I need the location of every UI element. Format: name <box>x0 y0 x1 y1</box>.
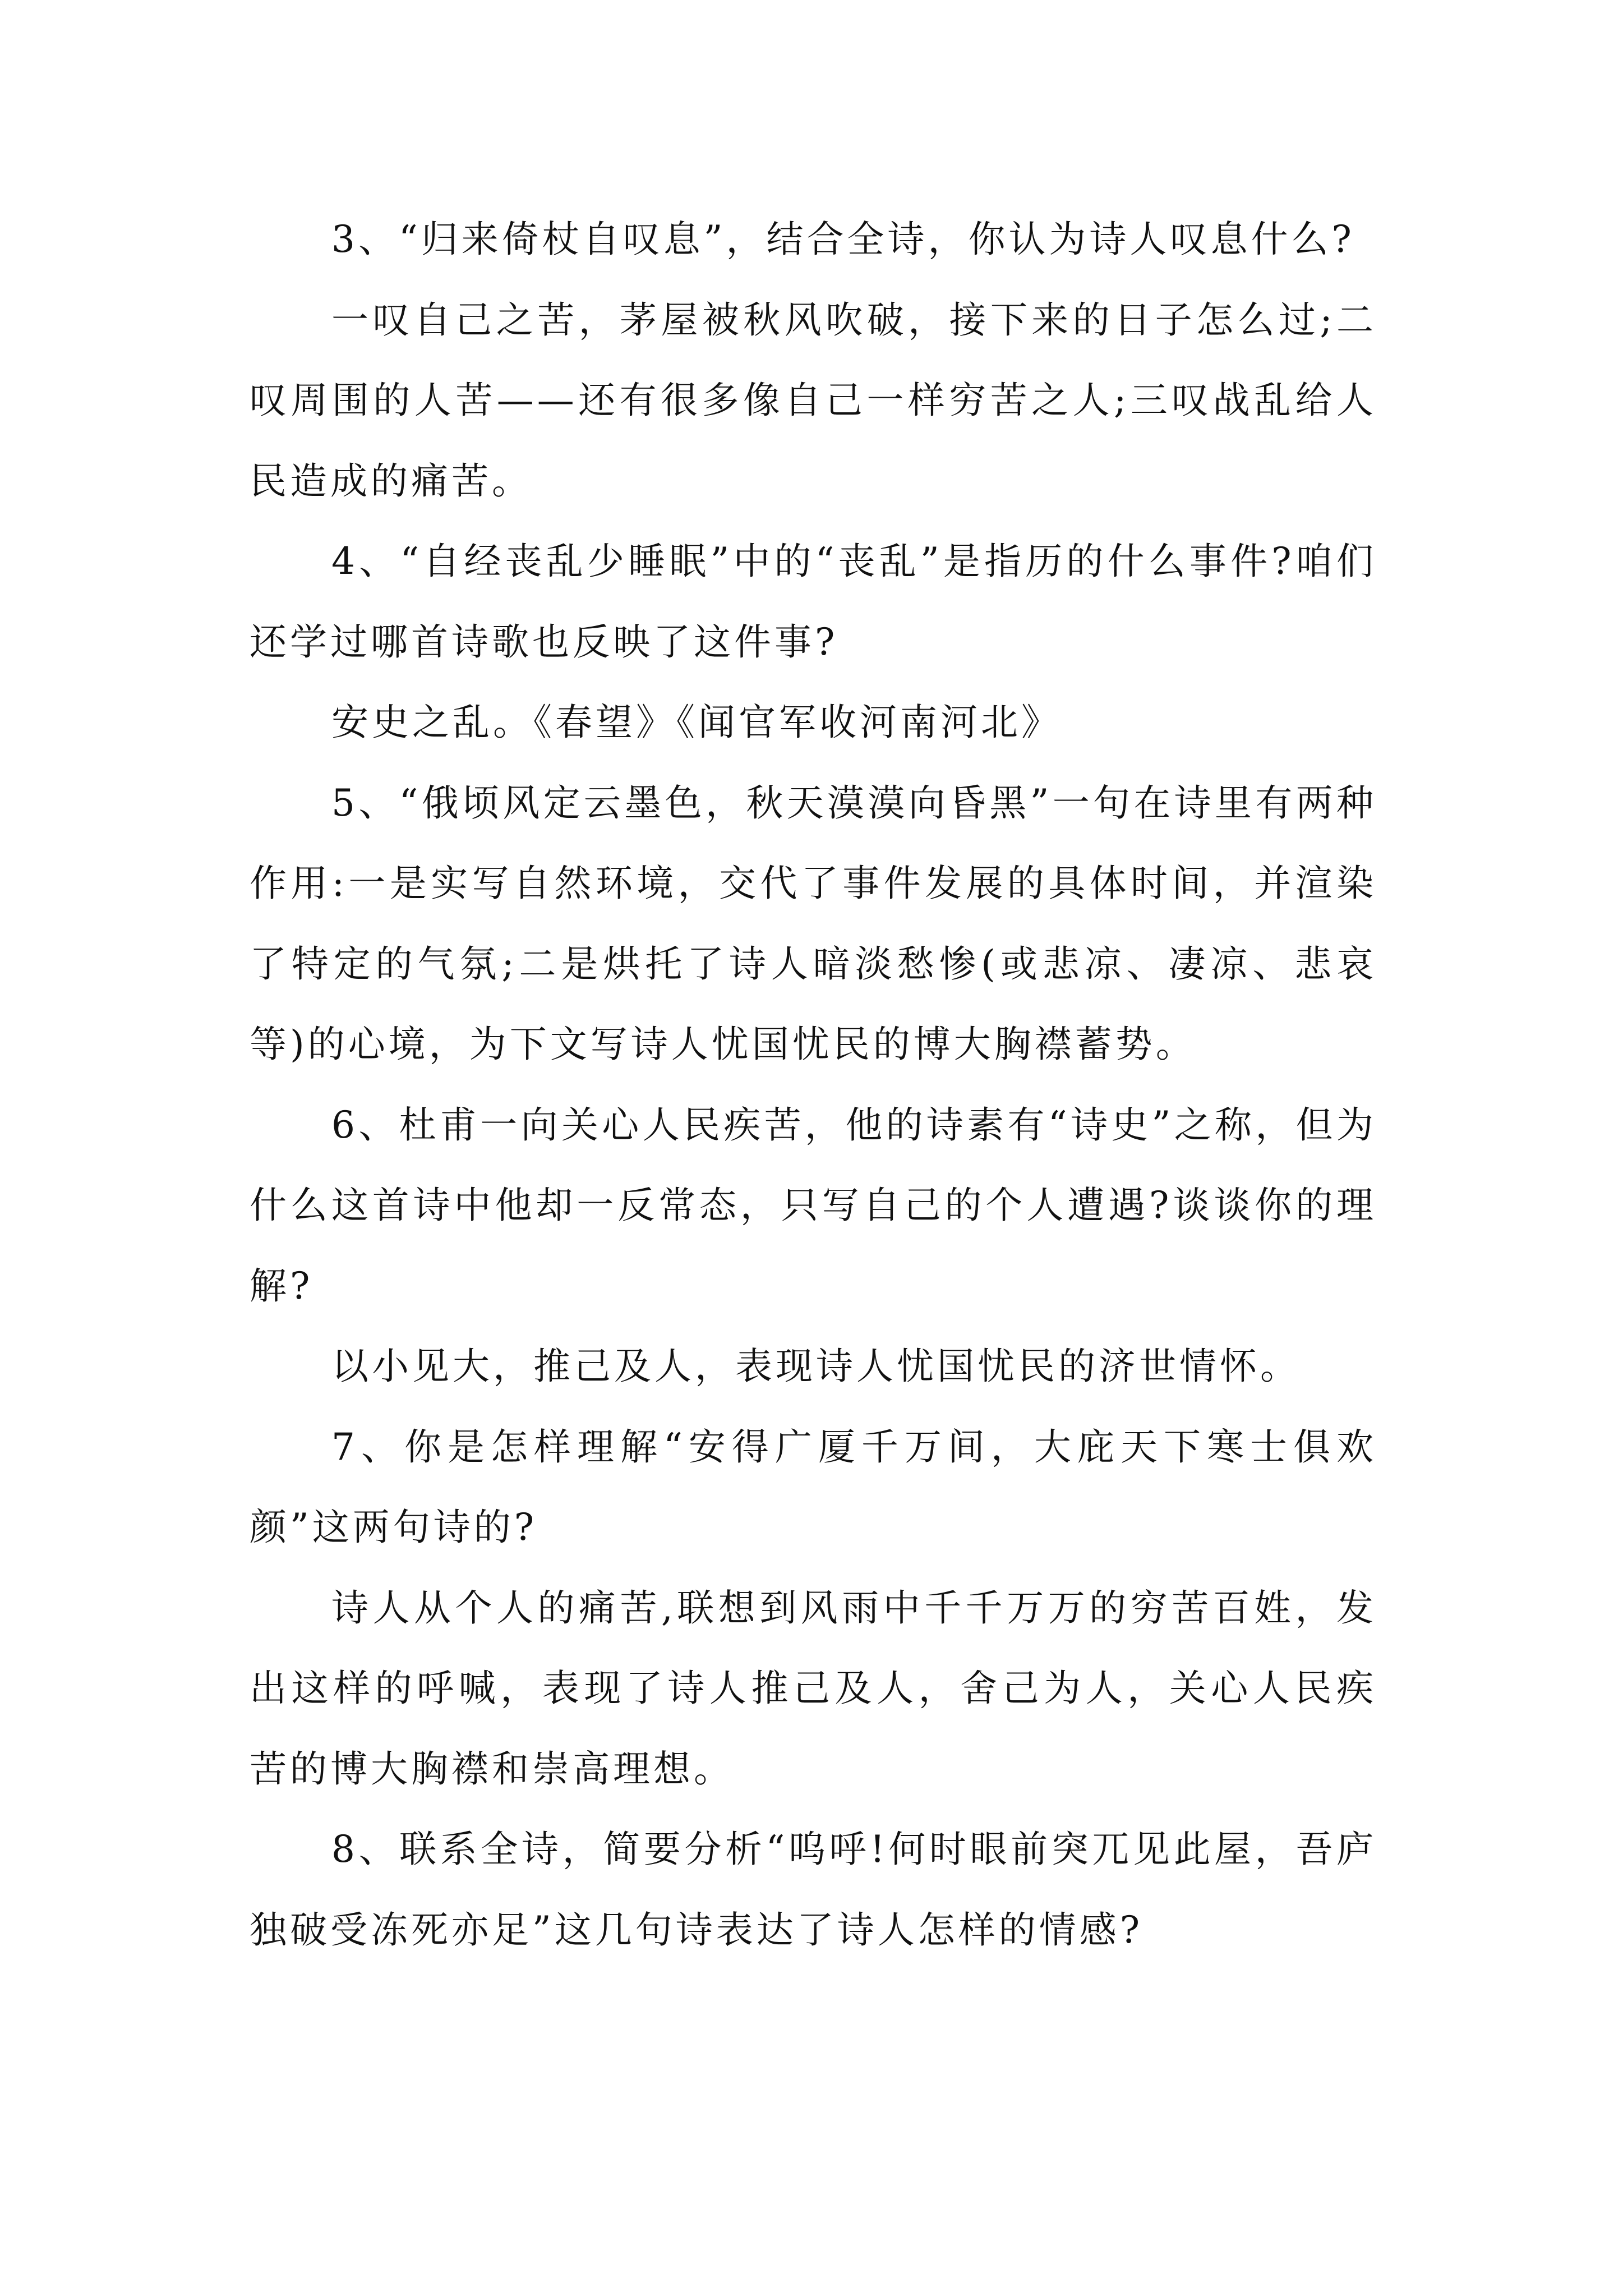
answer-6: 以小见大，推己及人，表现诗人忧国忧民的济世情怀。 <box>331 1345 1301 1388</box>
question-7: 7、你是怎样理解“安得广厦千万间，大庇天下寒士俱欢颜”这两句诗的? <box>250 1425 1377 1549</box>
answer-4: 安史之乱。《春望》《闻官军收河南河北》 <box>331 701 1062 744</box>
document-body <box>250 199 1377 1970</box>
question-3: 3、“归来倚杖自叹息”，结合全诗，你认为诗人叹息什么? <box>331 218 1355 261</box>
question-6: 6、杜甫一向关心人民疾苦，他的诗素有“诗史”之称，但为什么这首诗中他却一反常态，只写自己的个人遭遇?谈谈你的理解? <box>250 1103 1377 1308</box>
question-answer-5: 5、“俄顷风定云墨色，秋天漠漠向昏黑”一句在诗里有两种作用:一是实写自然环境，交代了事件发展的具体时间，并渲染了特定的气氛;二是烘托了诗人暗淡愁惨(或悲凉、凄凉、悲哀等)的心境，为下文写诗人忧国忧民的博大胸襟蓄势。 <box>250 781 1377 1066</box>
answer-7: 诗人从个人的痛苦,联想到风雨中千千万万的穷苦百姓，发出这样的呼喊，表现了诗人推己及人，舍己为人，关心人民疾苦的博大胸襟和崇高理想。 <box>250 1586 1377 1791</box>
question-8: 8、联系全诗，简要分析“呜呼!何时眼前突兀见此屋，吾庐独破受冻死亦足”这几句诗表达了诗人怎样的情感? <box>250 1828 1377 1952</box>
answer-3: 一叹自己之苦，茅屋被秋风吹破，接下来的日子怎么过;二叹周围的人苦——还有很多像自己一样穷苦之人;三叹战乱给人民造成的痛苦。 <box>250 298 1377 503</box>
question-4: 4、“自经丧乱少睡眠”中的“丧乱”是指历的什么事件?咱们还学过哪首诗歌也反映了这件事? <box>250 540 1377 664</box>
